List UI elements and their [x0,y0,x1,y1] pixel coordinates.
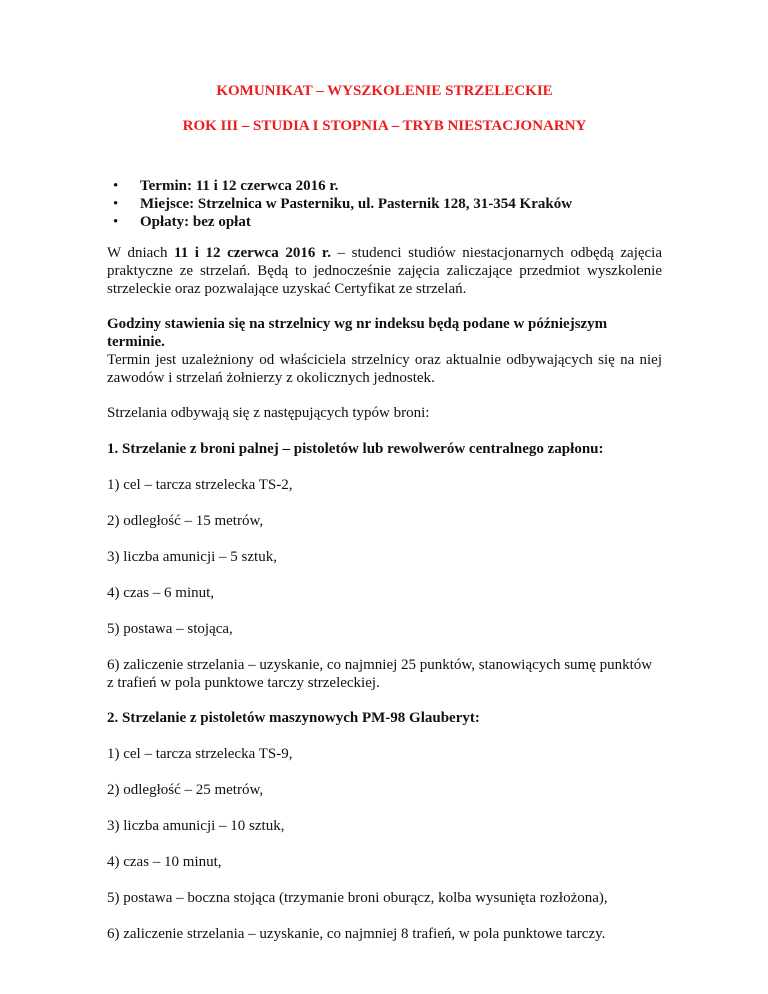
section2-item: 4) czas – 10 minut, [107,854,222,870]
section2-item: 2) odległość – 25 metrów, [107,782,264,798]
section1-item: 5) postawa – stojąca, [107,621,233,637]
dependency-note: Termin jest uzależniony od właściciela strzelnicy oraz aktualnie odbywających się na niej zawodów i strzelań żołnierzy z okolicznych jednostek. [107,352,662,386]
section1-item: 6) zaliczenie strzelania – uzyskanie, co najmniej 25 punktów, stanowiących sumę punktów z trafień w pola punktowe tarczy strzeleckiej. [107,657,653,691]
section2-item: 6) zaliczenie strzelania – uzyskanie, co najmniej 8 trafień, w pola punktowe tarczy. [107,926,606,942]
section1-item: 4) czas – 6 minut, [107,585,215,601]
document-page [107,0,662,994]
section1-heading: 1. Strzelanie z broni palnej – pistoletów lub rewolwerów centralnego zapłonu: [107,441,604,457]
section2-heading: 2. Strzelanie z pistoletów maszynowych PM-98 Glauberyt: [107,710,480,726]
info-item-location: • Miejsce: Strzelnica w Pasterniku, ul. Pasternik 128, 31-354 Kraków [113,196,573,212]
document-title: KOMUNIKAT – WYSZKOLENIE STRZELECKIE [216,83,553,99]
types-intro: Strzelania odbywają się z następujących typów broni: [107,405,430,421]
section1-item: 1) cel – tarcza strzelecka TS-2, [107,477,293,493]
section2-item: 3) liczba amunicji – 10 sztuk, [107,818,285,834]
section1-item: 3) liczba amunicji – 5 sztuk, [107,549,277,565]
hours-notice: Godziny stawienia się na strzelnicy wg nr indeksu będą podane w późniejszym terminie. [107,316,608,350]
info-item-fees: • Opłaty: bez opłat [113,214,251,230]
section2-item: 5) postawa – boczna stojąca (trzymanie broni oburącz, kolba wysunięta rozłożona), [107,890,608,906]
bullet-icon: • [113,196,119,212]
intro-paragraph: W dniach 11 i 12 czerwca 2016 r. – studenci studiów niestacjonarnych odbędą zajęcia praktyczne ze strzelań. Będą to jednocześnie zajęcia zaliczające przedmiot wyszkolenie strzeleckie oraz pozwalające uzyskać Certyfikat ze strzelań. [107,245,662,297]
bullet-icon: • [113,178,119,194]
bullet-icon: • [113,214,119,230]
info-list [107,177,662,231]
info-item-date: • Termin: 11 i 12 czerwca 2016 r. [113,178,339,194]
section2-item: 1) cel – tarcza strzelecka TS-9, [107,746,293,762]
intro-date: 11 i 12 czerwca 2016 r. [174,245,331,261]
section1-item: 2) odległość – 15 metrów, [107,513,264,529]
document-subtitle: ROK III – STUDIA I STOPNIA – TRYB NIESTACJONARNY [182,118,587,134]
